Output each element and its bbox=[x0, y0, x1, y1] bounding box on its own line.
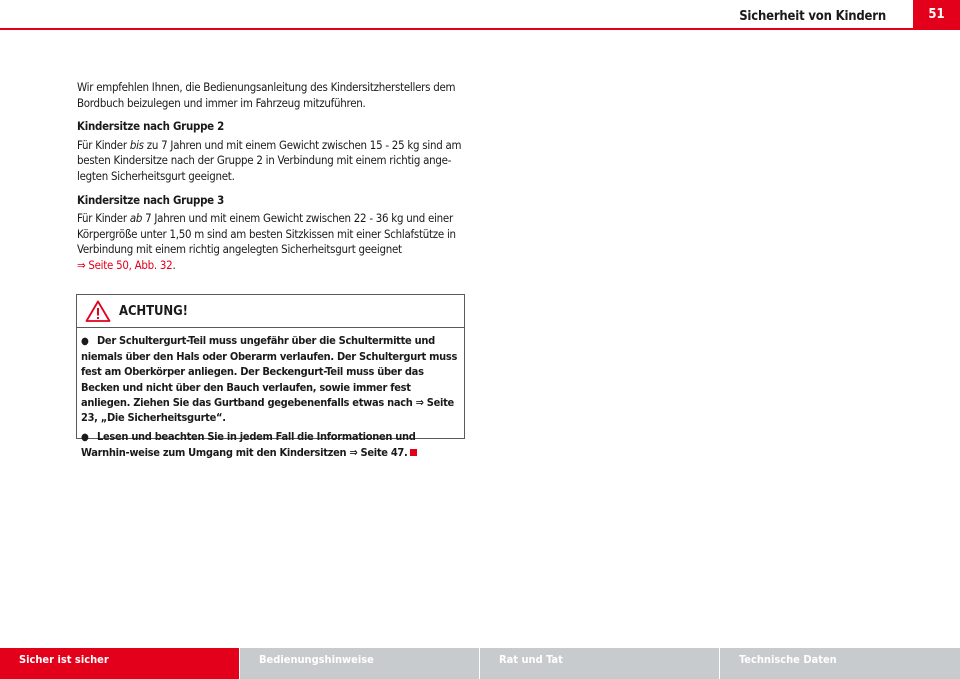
warning-item-ref[interactable]: ⇒ Seite 23, „Die Sicherheitsgurte“. bbox=[81, 395, 454, 425]
warning-body bbox=[77, 328, 464, 461]
sentence-end: . bbox=[172, 257, 176, 272]
group3-text-end: 7 Jahren und mit einem Gewicht zwischen 22 - 36 kg und einer Körpergröße unter 1,50 m sind am besten Sitzkissen mit einer Schlafstütze in Verbindung mit einem richtig angelegten Sicherheitsgurt geeignet bbox=[77, 211, 456, 257]
link-arrow: ⇒ bbox=[77, 257, 86, 272]
footer-nav bbox=[0, 648, 960, 679]
warning-item bbox=[81, 429, 460, 460]
group2-heading: Kindersitze nach Gruppe 2 bbox=[77, 119, 225, 134]
warning-title: ACHTUNG! bbox=[119, 303, 188, 319]
warning-header bbox=[77, 295, 464, 328]
tab-bedienungshinweise[interactable]: Bedienungshinweise bbox=[240, 648, 479, 679]
warning-item-ref[interactable]: ⇒ Seite 47. bbox=[349, 446, 408, 460]
group2-text-start: Für Kinder bbox=[77, 137, 130, 152]
header-rule bbox=[0, 28, 960, 30]
tab-sicher-ist-sicher[interactable]: Sicher ist sicher bbox=[0, 648, 239, 679]
group2-emphasis: bis bbox=[129, 137, 144, 152]
page-number: 51 bbox=[913, 0, 960, 29]
bullet-icon: ● bbox=[81, 432, 89, 444]
group2-paragraph bbox=[77, 138, 467, 185]
bullet-icon: ● bbox=[81, 336, 89, 347]
link-text: Seite 50, Abb. 32 bbox=[85, 257, 173, 272]
tab-technische-daten[interactable]: Technische Daten bbox=[720, 648, 960, 679]
main-content bbox=[77, 80, 467, 282]
warning-item bbox=[81, 333, 460, 425]
end-mark-icon bbox=[410, 449, 417, 456]
group3-paragraph bbox=[77, 211, 467, 273]
group3-text-start: Für Kinder bbox=[77, 211, 130, 226]
warning-triangle-icon bbox=[85, 300, 111, 322]
tab-rat-und-tat[interactable]: Rat und Tat bbox=[480, 648, 719, 679]
group3-emphasis: ab bbox=[129, 211, 143, 226]
chapter-title: Sicherheit von Kindern bbox=[739, 9, 886, 24]
intro-paragraph: Wir empfehlen Ihnen, die Bedienungsanleitung des Kindersitzherstellers dem Bordbuch beizulegen und immer im Fahrzeug mitzuführen. bbox=[77, 80, 456, 110]
warning-item-text: Lesen und beachten Sie in jedem Fall die Informationen und Warnhin-weise zum Umgang mit den Kindersitzen bbox=[81, 430, 416, 460]
group2-text-end: zu 7 Jahren und mit einem Gewicht zwischen 15 - 25 kg sind am besten Kindersitze nach der Gruppe 2 in Verbindung mit einem richtig ange-legten Sicherheitsgurt geeignet. bbox=[77, 137, 462, 183]
page-reference-link[interactable] bbox=[77, 258, 172, 272]
warning-box bbox=[76, 294, 465, 460]
group3-heading: Kindersitze nach Gruppe 3 bbox=[77, 192, 225, 207]
warning-item-text: Der Schultergurt-Teil muss ungefähr über die Schultermitte und niemals über den Hals oder Oberarm verlaufen. Der Schultergurt muss fest am Oberkörper anliegen. Der Beckengurt-Teil muss über das Becken und nicht über den Bauch verlaufen, sowie immer fest anliegen. Ziehen Sie das Gurtband gegebenenfalls etwas nach bbox=[81, 334, 458, 409]
